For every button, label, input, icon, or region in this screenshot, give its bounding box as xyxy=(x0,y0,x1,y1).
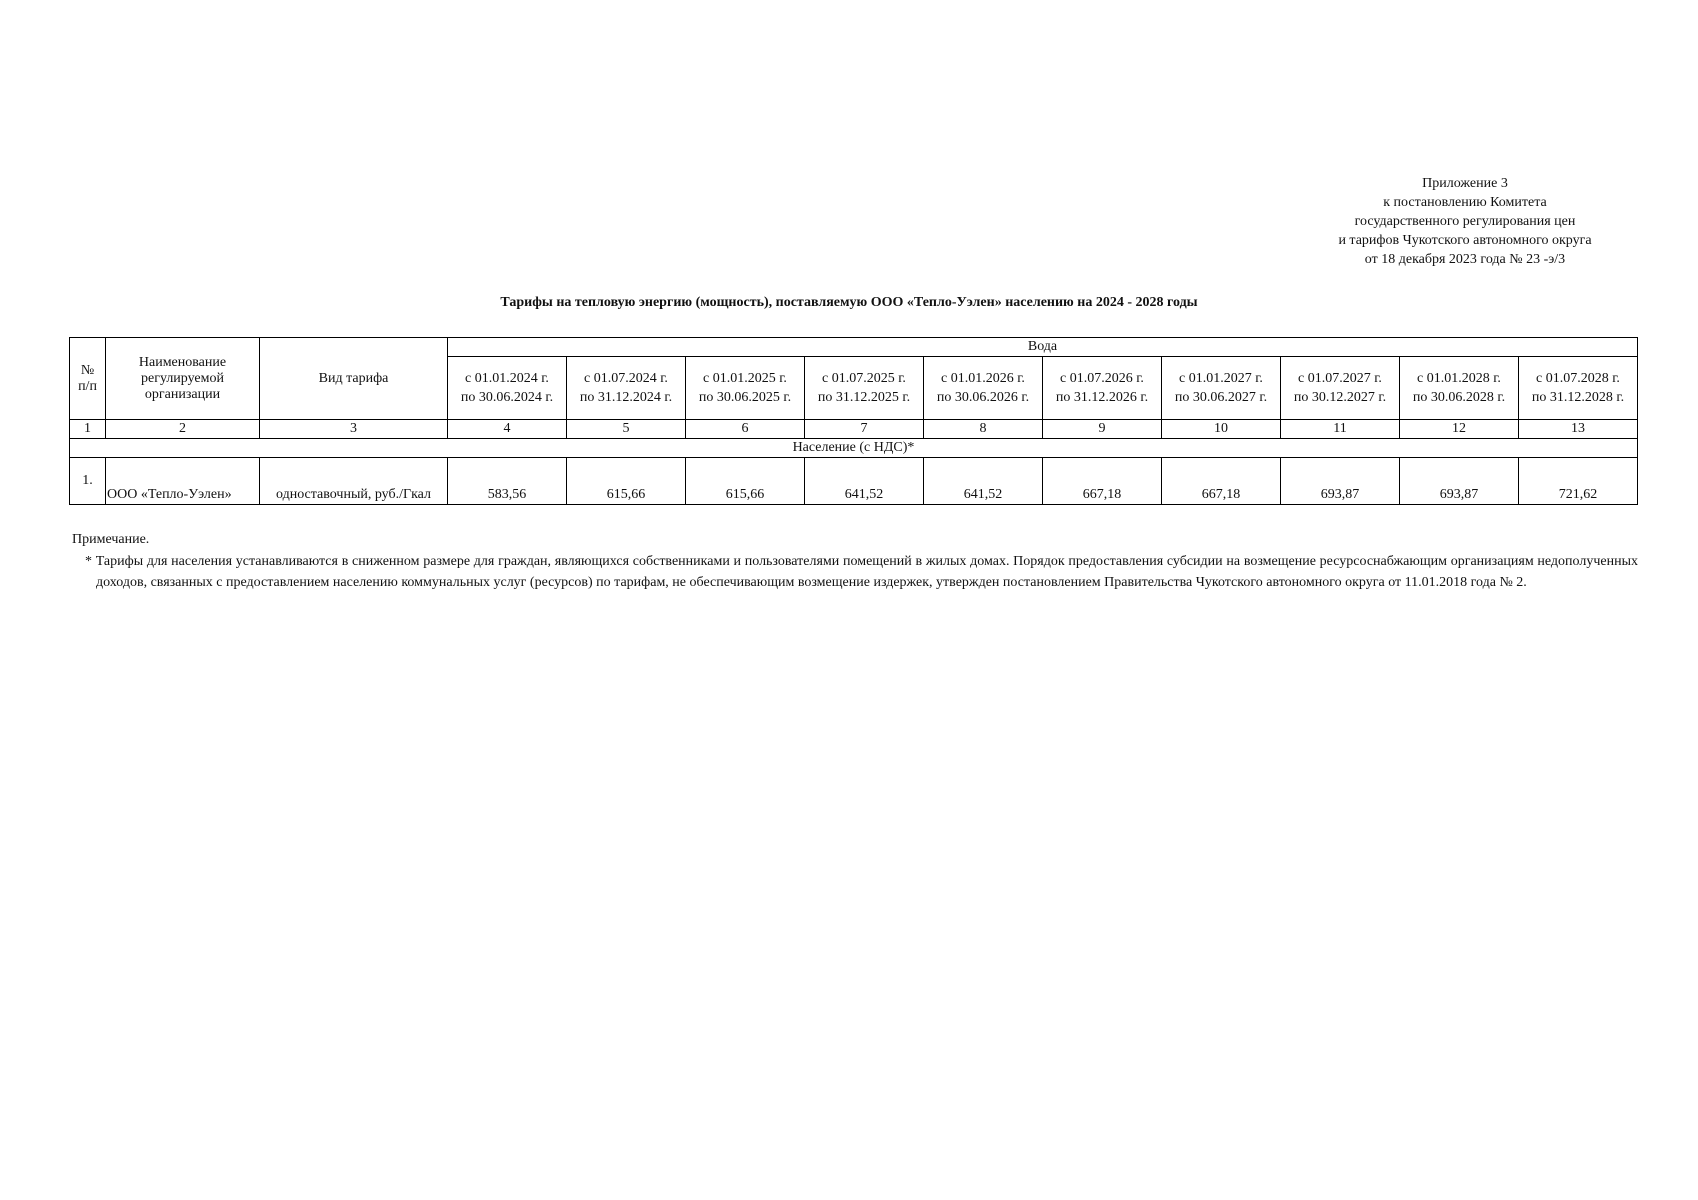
period-to: по 31.12.2026 г. xyxy=(1055,390,1149,405)
tariff-value: 615,66 xyxy=(686,458,805,505)
column-number: 1 xyxy=(70,420,106,439)
header-org-line: организации xyxy=(144,386,221,402)
period-from: с 01.07.2028 г. xyxy=(1536,371,1620,386)
period-from: с 01.01.2025 г. xyxy=(703,371,787,386)
column-number: 7 xyxy=(805,420,924,439)
header-tariff-type: Вид тарифа xyxy=(260,338,448,420)
period-from: с 01.07.2025 г. xyxy=(822,371,906,386)
appendix-header xyxy=(1300,174,1630,269)
header-period xyxy=(1162,357,1281,420)
column-number: 10 xyxy=(1162,420,1281,439)
period-from: с 01.07.2027 г. xyxy=(1298,371,1382,386)
header-period xyxy=(924,357,1043,420)
header-num xyxy=(70,338,106,420)
appendix-line: Приложение 3 xyxy=(1422,176,1508,191)
notes-text: * Тарифы для населения устанавливаются в сниженном размере для граждан, являющихся собственниками и пользователями помещений в жилых домах. Порядок предоставления субсидии на возмещение ресурсоснабжающим организациям недополученных доходов, связанных с предоставлением населению коммунальных услуг (ресурсов) по тарифам, не обеспечивающим возмещение издержек, утвержден постановлением Правительства Чукотского автономного округа от 11.01.2018 года № 2. xyxy=(85,554,1638,590)
column-number-row xyxy=(70,420,1638,439)
section-row xyxy=(70,439,1638,458)
period-to: по 30.06.2027 г. xyxy=(1174,390,1268,405)
document-title: Тарифы на тепловую энергию (мощность), поставляемую ООО «Тепло-Уэлен» населению на 2024 - 2028 годы xyxy=(500,295,1198,310)
tariff-value: 667,18 xyxy=(1043,458,1162,505)
tariff-value: 641,52 xyxy=(805,458,924,505)
row-number: 1. xyxy=(70,458,106,505)
section-title: Население (с НДС)* xyxy=(70,439,1638,458)
notes-section xyxy=(72,529,1638,593)
period-to: по 30.06.2024 г. xyxy=(460,390,554,405)
period-to: по 30.06.2025 г. xyxy=(698,390,792,405)
tariff-value: 583,56 xyxy=(448,458,567,505)
tariff-type: одноставочный, руб./Гкал xyxy=(260,458,448,505)
appendix-line: и тарифов Чукотского автономного округа xyxy=(1338,233,1592,248)
tariff-value: 693,87 xyxy=(1400,458,1519,505)
header-period xyxy=(567,357,686,420)
header-period xyxy=(1400,357,1519,420)
header-num-line: № xyxy=(80,362,95,378)
period-from: с 01.01.2027 г. xyxy=(1179,371,1263,386)
header-period xyxy=(686,357,805,420)
period-from: с 01.07.2026 г. xyxy=(1060,371,1144,386)
column-number: 11 xyxy=(1281,420,1400,439)
header-period xyxy=(1043,357,1162,420)
tariff-value: 615,66 xyxy=(567,458,686,505)
org-name: ООО «Тепло-Уэлен» xyxy=(106,458,260,505)
appendix-line: государственного регулирования цен xyxy=(1354,214,1576,229)
column-number: 9 xyxy=(1043,420,1162,439)
column-number: 8 xyxy=(924,420,1043,439)
header-group: Вода xyxy=(448,338,1638,357)
period-from: с 01.01.2026 г. xyxy=(941,371,1025,386)
tariff-table xyxy=(69,337,1638,505)
tariff-value: 693,87 xyxy=(1281,458,1400,505)
appendix-line: от 18 декабря 2023 года № 23 -э/3 xyxy=(1364,252,1566,267)
period-from: с 01.07.2024 г. xyxy=(584,371,668,386)
column-number: 12 xyxy=(1400,420,1519,439)
period-from: с 01.01.2028 г. xyxy=(1417,371,1501,386)
period-to: по 30.12.2027 г. xyxy=(1293,390,1387,405)
notes-label: Примечание. xyxy=(72,532,150,547)
tariff-value: 667,18 xyxy=(1162,458,1281,505)
period-to: по 30.06.2028 г. xyxy=(1412,390,1506,405)
column-number: 13 xyxy=(1519,420,1638,439)
header-org-line: Наименование xyxy=(138,354,227,370)
table-header-row xyxy=(70,338,1638,357)
header-period xyxy=(448,357,567,420)
tariff-value: 721,62 xyxy=(1519,458,1638,505)
column-number: 5 xyxy=(567,420,686,439)
period-to: по 31.12.2025 г. xyxy=(817,390,911,405)
header-period xyxy=(1519,357,1638,420)
tariff-value: 641,52 xyxy=(924,458,1043,505)
column-number: 4 xyxy=(448,420,567,439)
table-row xyxy=(70,458,1638,505)
header-num-line: п/п xyxy=(78,378,97,394)
period-to: по 31.12.2024 г. xyxy=(579,390,673,405)
header-org-line: регулируемой xyxy=(140,370,224,386)
header-period xyxy=(1281,357,1400,420)
period-to: по 31.12.2028 г. xyxy=(1531,390,1625,405)
column-number: 2 xyxy=(106,420,260,439)
header-org xyxy=(106,338,260,420)
appendix-line: к постановлению Комитета xyxy=(1383,195,1547,210)
column-number: 3 xyxy=(260,420,448,439)
period-from: с 01.01.2024 г. xyxy=(465,371,549,386)
period-to: по 30.06.2026 г. xyxy=(936,390,1030,405)
column-number: 6 xyxy=(686,420,805,439)
header-period xyxy=(805,357,924,420)
